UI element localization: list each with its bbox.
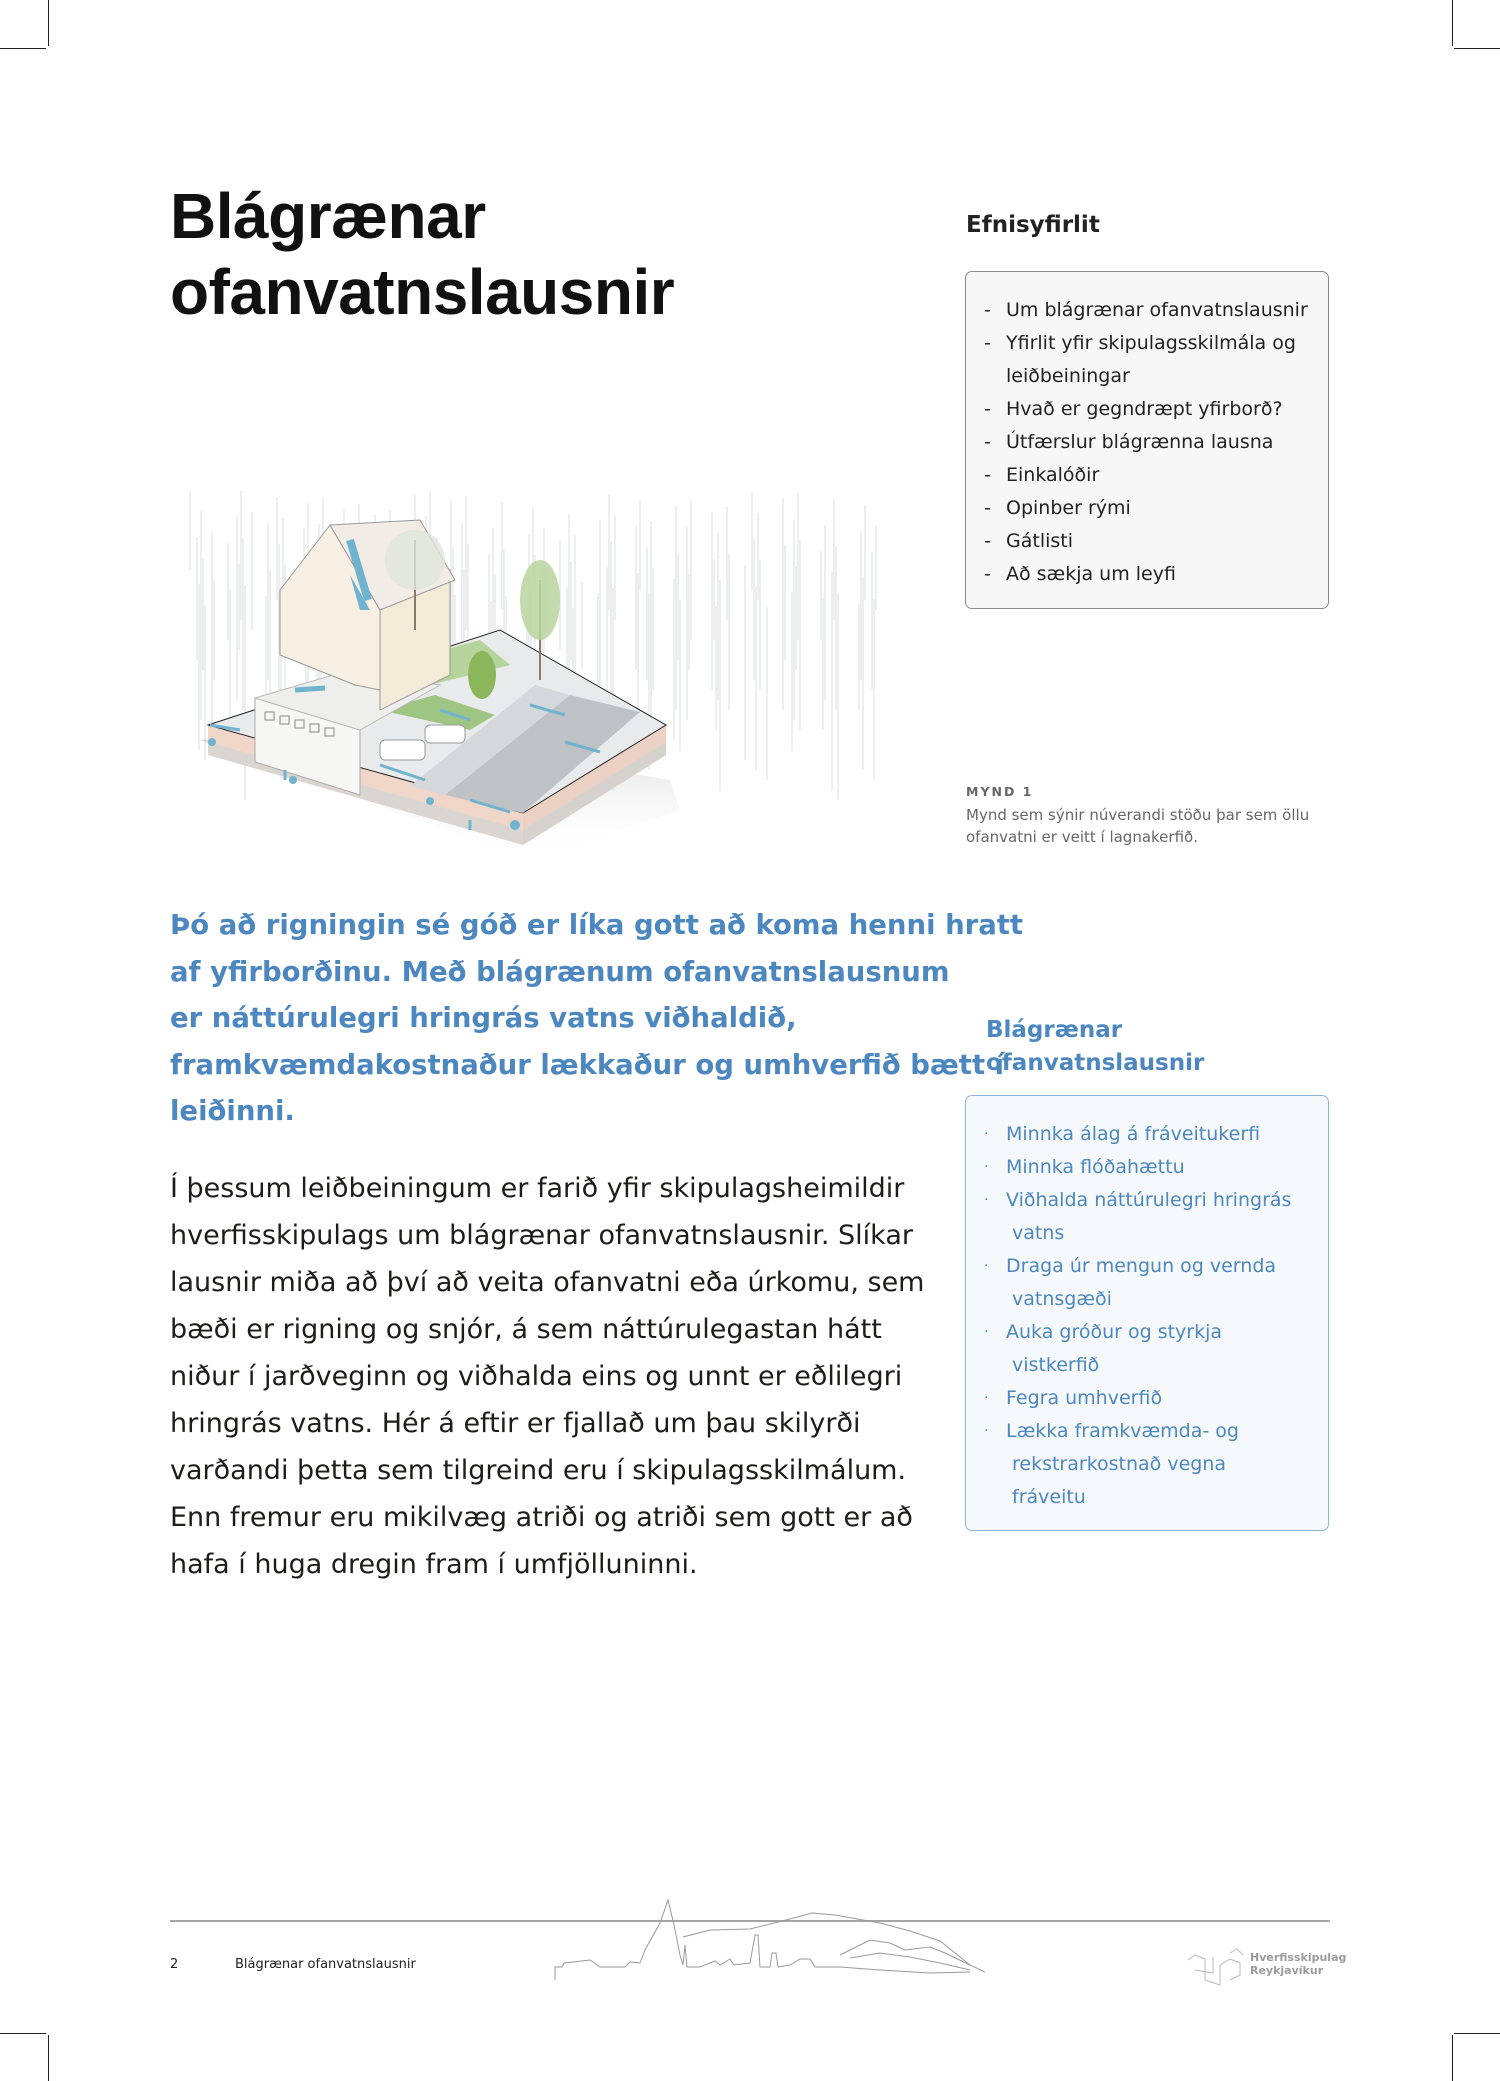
toc-item-text: Hvað er gegndræpt yfirborð?	[1006, 398, 1283, 420]
toc-item	[984, 459, 1314, 492]
benefit-item	[984, 1250, 1318, 1316]
page-title-line: ofanvatnslausnir	[170, 256, 675, 328]
bullet-marker: -	[984, 398, 991, 420]
toc-item	[984, 294, 1314, 327]
toc-item-text: Gátlisti	[1006, 530, 1074, 552]
caption-line: Mynd sem sýnir núverandi stöðu þar sem öllu	[966, 806, 1310, 824]
body-line: lausnir miða að því að veita ofanvatni eða úrkomu, sem	[170, 1267, 925, 1298]
benefit-item-text: vatnsgæði	[1012, 1288, 1112, 1310]
toc-item	[984, 327, 1314, 393]
benefit-item-text: vistkerfið	[1012, 1354, 1100, 1376]
benefits-heading	[986, 1014, 1204, 1080]
crop-mark	[48, 2035, 49, 2081]
bullet-marker: -	[984, 563, 991, 585]
body-line: Enn fremur eru mikilvæg atriði og atriði sem gott er að	[170, 1502, 913, 1533]
bullet-marker: ·	[984, 1126, 989, 1142]
toc-item-text: Um blágrænar ofanvatnslausnir	[1006, 299, 1308, 321]
lead-line: leiðinni.	[170, 1095, 295, 1127]
page-title	[170, 178, 674, 330]
lead-paragraph	[170, 902, 1024, 1135]
crop-mark	[0, 2033, 46, 2034]
benefit-item-text: Lækka framkvæmda- og	[1006, 1420, 1239, 1442]
car	[425, 725, 465, 743]
figure-label: MYND 1	[966, 784, 1034, 799]
toc-item	[984, 492, 1314, 525]
benefit-item	[984, 1118, 1318, 1151]
bullet-marker: ·	[984, 1423, 989, 1439]
lead-line: framkvæmdakostnaður lækkaður og umhverfið bætt í	[170, 1048, 1005, 1081]
footer-title: Blágrænar ofanvatnslausnir	[235, 1957, 416, 1972]
reykjavik-skyline-drawing	[550, 1895, 1130, 1990]
logo-line: Hverfisskipulag	[1250, 1951, 1347, 1964]
page-title-line: Blágrænar	[170, 180, 486, 252]
tree	[385, 530, 445, 590]
house-runoff-diagram	[170, 480, 920, 880]
crop-mark	[48, 0, 49, 46]
benefit-item-text: Minnka álag á fráveitukerfi	[1006, 1123, 1261, 1145]
body-line: Í þessum leiðbeiningum er farið yfir skipulagsheimildir	[170, 1173, 905, 1204]
toc-item	[984, 393, 1314, 426]
benefit-item	[984, 1184, 1318, 1250]
benefit-item-text: rekstrarkostnað vegna	[1012, 1453, 1227, 1475]
bullet-marker: -	[984, 332, 991, 354]
body-paragraph	[170, 1165, 950, 1588]
bullet-marker: -	[984, 497, 991, 519]
toc-item-text: Útfærslur blágrænna lausna	[1006, 431, 1274, 453]
benefit-item-text: fráveitu	[1012, 1486, 1086, 1508]
body-line: varðandi þetta sem tilgreind eru í skipulagsskilmálum.	[170, 1455, 907, 1486]
bullet-marker: -	[984, 464, 991, 486]
toc-item-text: Að sækja um leyfi	[1006, 563, 1176, 585]
caption-line: ofanvatni er veitt í lagnakerfið.	[966, 828, 1198, 846]
toc-heading: Efnisyfirlit	[966, 212, 1100, 238]
benefit-item-text: vatns	[1012, 1222, 1065, 1244]
bullet-marker: ·	[984, 1390, 989, 1406]
bullet-marker: -	[984, 299, 991, 321]
benefits-box	[965, 1095, 1329, 1531]
table-of-contents	[965, 271, 1329, 609]
toc-item	[984, 426, 1314, 459]
crop-mark	[1452, 0, 1453, 46]
benefit-item-text: Viðhalda náttúrulegri hringrás	[1006, 1189, 1292, 1211]
crop-mark	[1454, 2033, 1500, 2034]
benefits-heading-line: Blágrænar	[986, 1017, 1123, 1043]
toc-item-text: Yfirlit yfir skipulagsskilmála og	[1006, 332, 1296, 354]
benefit-item	[984, 1151, 1318, 1184]
crop-mark	[1454, 48, 1500, 49]
crop-mark	[0, 48, 46, 49]
tree	[520, 560, 560, 640]
body-line: niður í jarðveginn og viðhalda eins og unnt er eðlilegri	[170, 1361, 903, 1392]
page-number: 2	[170, 1957, 179, 1972]
bullet-marker: -	[984, 530, 991, 552]
bullet-marker: ·	[984, 1159, 989, 1175]
benefit-item-text: Minnka flóðahættu	[1006, 1156, 1185, 1178]
body-line: hringrás vatns. Hér á eftir er fjallað um þau skilyrði	[170, 1408, 861, 1439]
toc-item	[984, 558, 1314, 591]
toc-item	[984, 525, 1314, 558]
benefit-item-text: Fegra umhverfið	[1006, 1387, 1163, 1409]
body-line: hverfisskipulags um blágrænar ofanvatnslausnir. Slíkar	[170, 1220, 913, 1251]
bullet-marker: ·	[984, 1258, 989, 1274]
tree	[468, 651, 496, 699]
figure-caption	[966, 804, 1336, 848]
lead-line: af yfirborðinu. Með blágrænum ofanvatnslausnum	[170, 955, 950, 988]
toc-item-text: leiðbeiningar	[1006, 365, 1130, 387]
benefit-item	[984, 1415, 1318, 1514]
benefits-heading-line: ofanvatnslausnir	[986, 1050, 1205, 1076]
bullet-marker: ·	[984, 1324, 989, 1340]
toc-item-text: Einkalóðir	[1006, 464, 1100, 486]
logo-line: Reykjavíkur	[1250, 1964, 1324, 1977]
rainwater-illustration	[170, 480, 920, 880]
lead-line: Þó að rigningin sé góð er líka gott að koma henni hratt	[170, 909, 1024, 941]
benefit-item-text: Draga úr mengun og vernda	[1006, 1255, 1277, 1277]
car	[380, 740, 425, 760]
runoff-arrow	[295, 688, 325, 690]
logo-text	[1250, 1951, 1346, 1977]
lead-line: er náttúrulegri hringrás vatns viðhaldið,	[170, 1002, 797, 1034]
bullet-marker: ·	[984, 1192, 989, 1208]
toc-item-text: Opinber rými	[1006, 497, 1131, 519]
benefit-item-text: Auka gróður og styrkja	[1006, 1321, 1223, 1343]
bullet-marker: -	[984, 431, 991, 453]
body-line: bæði er rigning og snjór, á sem náttúrulegastan hátt	[170, 1314, 882, 1345]
benefit-item	[984, 1382, 1318, 1415]
benefit-item	[984, 1316, 1318, 1382]
body-line: hafa í huga dregin fram í umfjölluninni.	[170, 1549, 698, 1580]
crop-mark	[1452, 2035, 1453, 2081]
